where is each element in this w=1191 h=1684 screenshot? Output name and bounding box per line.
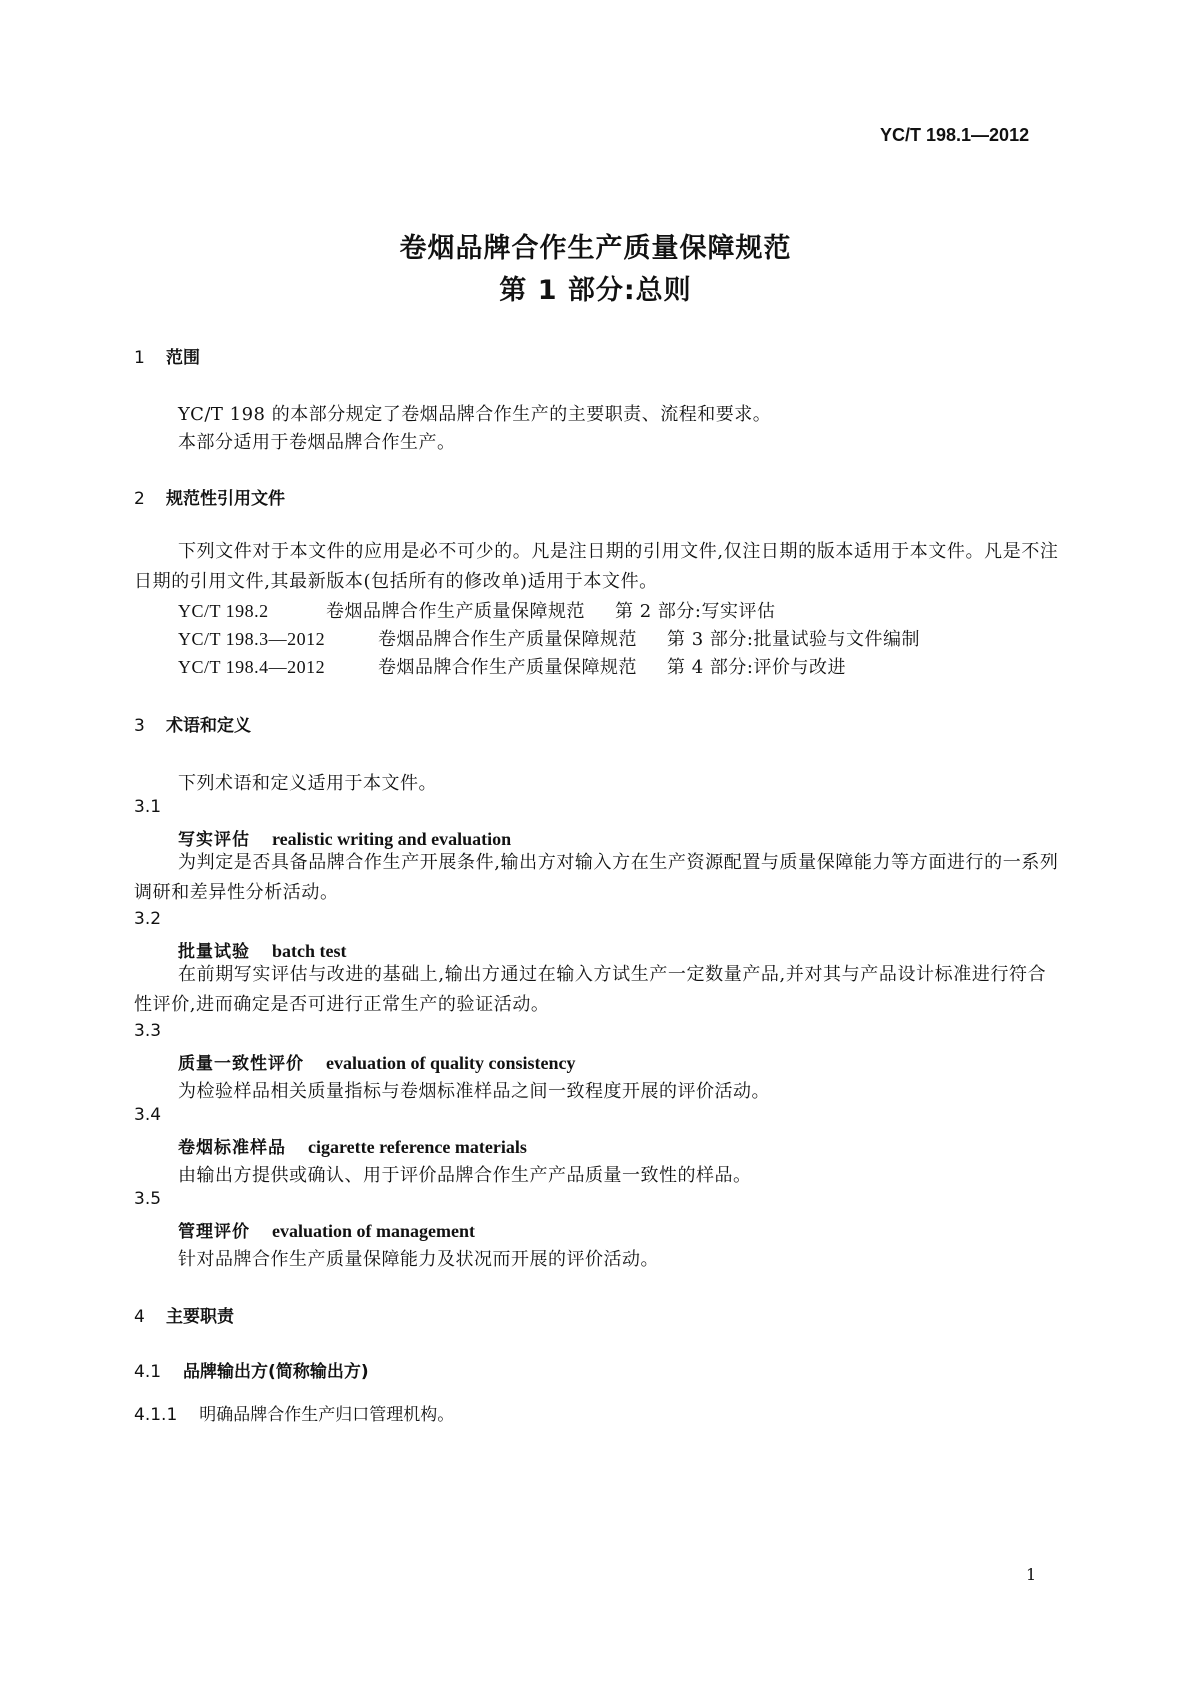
section-title: 主要职责 — [166, 1307, 234, 1327]
term-definition: 为判定是否具备品牌合作生产开展条件,输出方对输入方在生产资源配置与质量保障能力等方面进行的一系列调研和差异性分析活动。 — [134, 852, 1059, 903]
reference-code: YC/T 198.4—2012 — [178, 657, 326, 677]
term-entry — [178, 1133, 527, 1158]
clause-number: 4.1.1 — [134, 1405, 178, 1425]
term-english: batch test — [272, 941, 347, 961]
term-entry — [178, 937, 347, 962]
section-heading-scope — [134, 343, 200, 368]
reference-title: 卷烟品牌合作生产质量保障规范 — [378, 629, 637, 650]
term-number: 3.4 — [134, 1105, 162, 1125]
term-definition: 在前期写实评估与改进的基础上,输出方通过在输入方试生产一定数量产品,并对其与产品设计标准进行符合性评价,进而确定是否可进行正常生产的验证活动。 — [134, 964, 1047, 1015]
subsection-number: 4.1 — [134, 1362, 162, 1382]
section-title: 规范性引用文件 — [166, 489, 285, 509]
clause-item — [134, 1400, 454, 1425]
paragraph: 下列术语和定义适用于本文件。 — [178, 773, 437, 794]
reference-part: 第 4 部分:评价与改进 — [667, 657, 846, 678]
reference-code: YC/T 198.2 — [178, 601, 269, 621]
term-number: 3.2 — [134, 909, 162, 929]
standard-code: YC/T 198.1—2012 — [880, 125, 1030, 145]
section-number: 4 — [134, 1307, 145, 1327]
term-english: evaluation of quality consistency — [326, 1053, 576, 1073]
term-number: 3.3 — [134, 1021, 162, 1041]
term-english: cigarette reference materials — [308, 1137, 527, 1157]
term-entry — [178, 1049, 576, 1074]
reference-title: 卷烟品牌合作生产质量保障规范 — [378, 657, 637, 678]
page-number: 1 — [1026, 1565, 1037, 1584]
paragraph: 本部分适用于卷烟品牌合作生产。 — [178, 432, 456, 453]
section-heading-normative-references — [134, 484, 285, 509]
clause-text: 明确品牌合作生产归口管理机构。 — [199, 1405, 455, 1425]
section-number: 2 — [134, 489, 145, 509]
term-definition: 由输出方提供或确认、用于评价品牌合作生产产品质量一致性的样品。 — [178, 1165, 752, 1186]
reference-item — [178, 653, 846, 679]
term-english: realistic writing and evaluation — [272, 829, 512, 849]
reference-code: YC/T 198.3—2012 — [178, 629, 326, 649]
term-chinese: 批量试验 — [178, 942, 250, 962]
section-title: 范围 — [166, 348, 200, 368]
term-entry — [178, 825, 511, 850]
document-subtitle: 第 1 部分:总则 — [499, 275, 692, 306]
term-number: 3.5 — [134, 1189, 162, 1209]
reference-item — [178, 625, 920, 651]
term-entry — [178, 1217, 475, 1242]
section-number: 1 — [134, 348, 145, 368]
term-chinese: 卷烟标准样品 — [178, 1138, 286, 1158]
reference-item — [178, 597, 775, 623]
subsection-heading — [134, 1357, 369, 1382]
term-chinese: 质量一致性评价 — [178, 1054, 304, 1074]
term-chinese: 写实评估 — [178, 830, 250, 850]
reference-part: 第 2 部分:写实评估 — [615, 601, 776, 622]
reference-title: 卷烟品牌合作生产质量保障规范 — [326, 601, 585, 622]
paragraph: 下列文件对于本文件的应用是必不可少的。凡是注日期的引用文件,仅注日期的版本适用于本文件。凡是不注日期的引用文件,其最新版本(包括所有的修改单)适用于本文件。 — [134, 541, 1059, 592]
section-heading-responsibilities — [134, 1302, 234, 1327]
section-number: 3 — [134, 716, 145, 736]
document-title: 卷烟品牌合作生产质量保障规范 — [399, 233, 792, 264]
term-definition: 为检验样品相关质量指标与卷烟标准样品之间一致程度开展的评价活动。 — [178, 1081, 770, 1102]
term-chinese: 管理评价 — [178, 1222, 250, 1242]
section-title: 术语和定义 — [166, 716, 251, 736]
section-heading-terms-definitions — [134, 711, 251, 736]
term-number: 3.1 — [134, 797, 162, 817]
term-english: evaluation of management — [272, 1221, 475, 1241]
subsection-title: 品牌输出方(简称输出方) — [183, 1362, 369, 1382]
paragraph: YC/T 198 的本部分规定了卷烟品牌合作生产的主要职责、流程和要求。 — [178, 404, 772, 425]
reference-part: 第 3 部分:批量试验与文件编制 — [667, 629, 920, 650]
term-definition: 针对品牌合作生产质量保障能力及状况而开展的评价活动。 — [178, 1249, 659, 1270]
